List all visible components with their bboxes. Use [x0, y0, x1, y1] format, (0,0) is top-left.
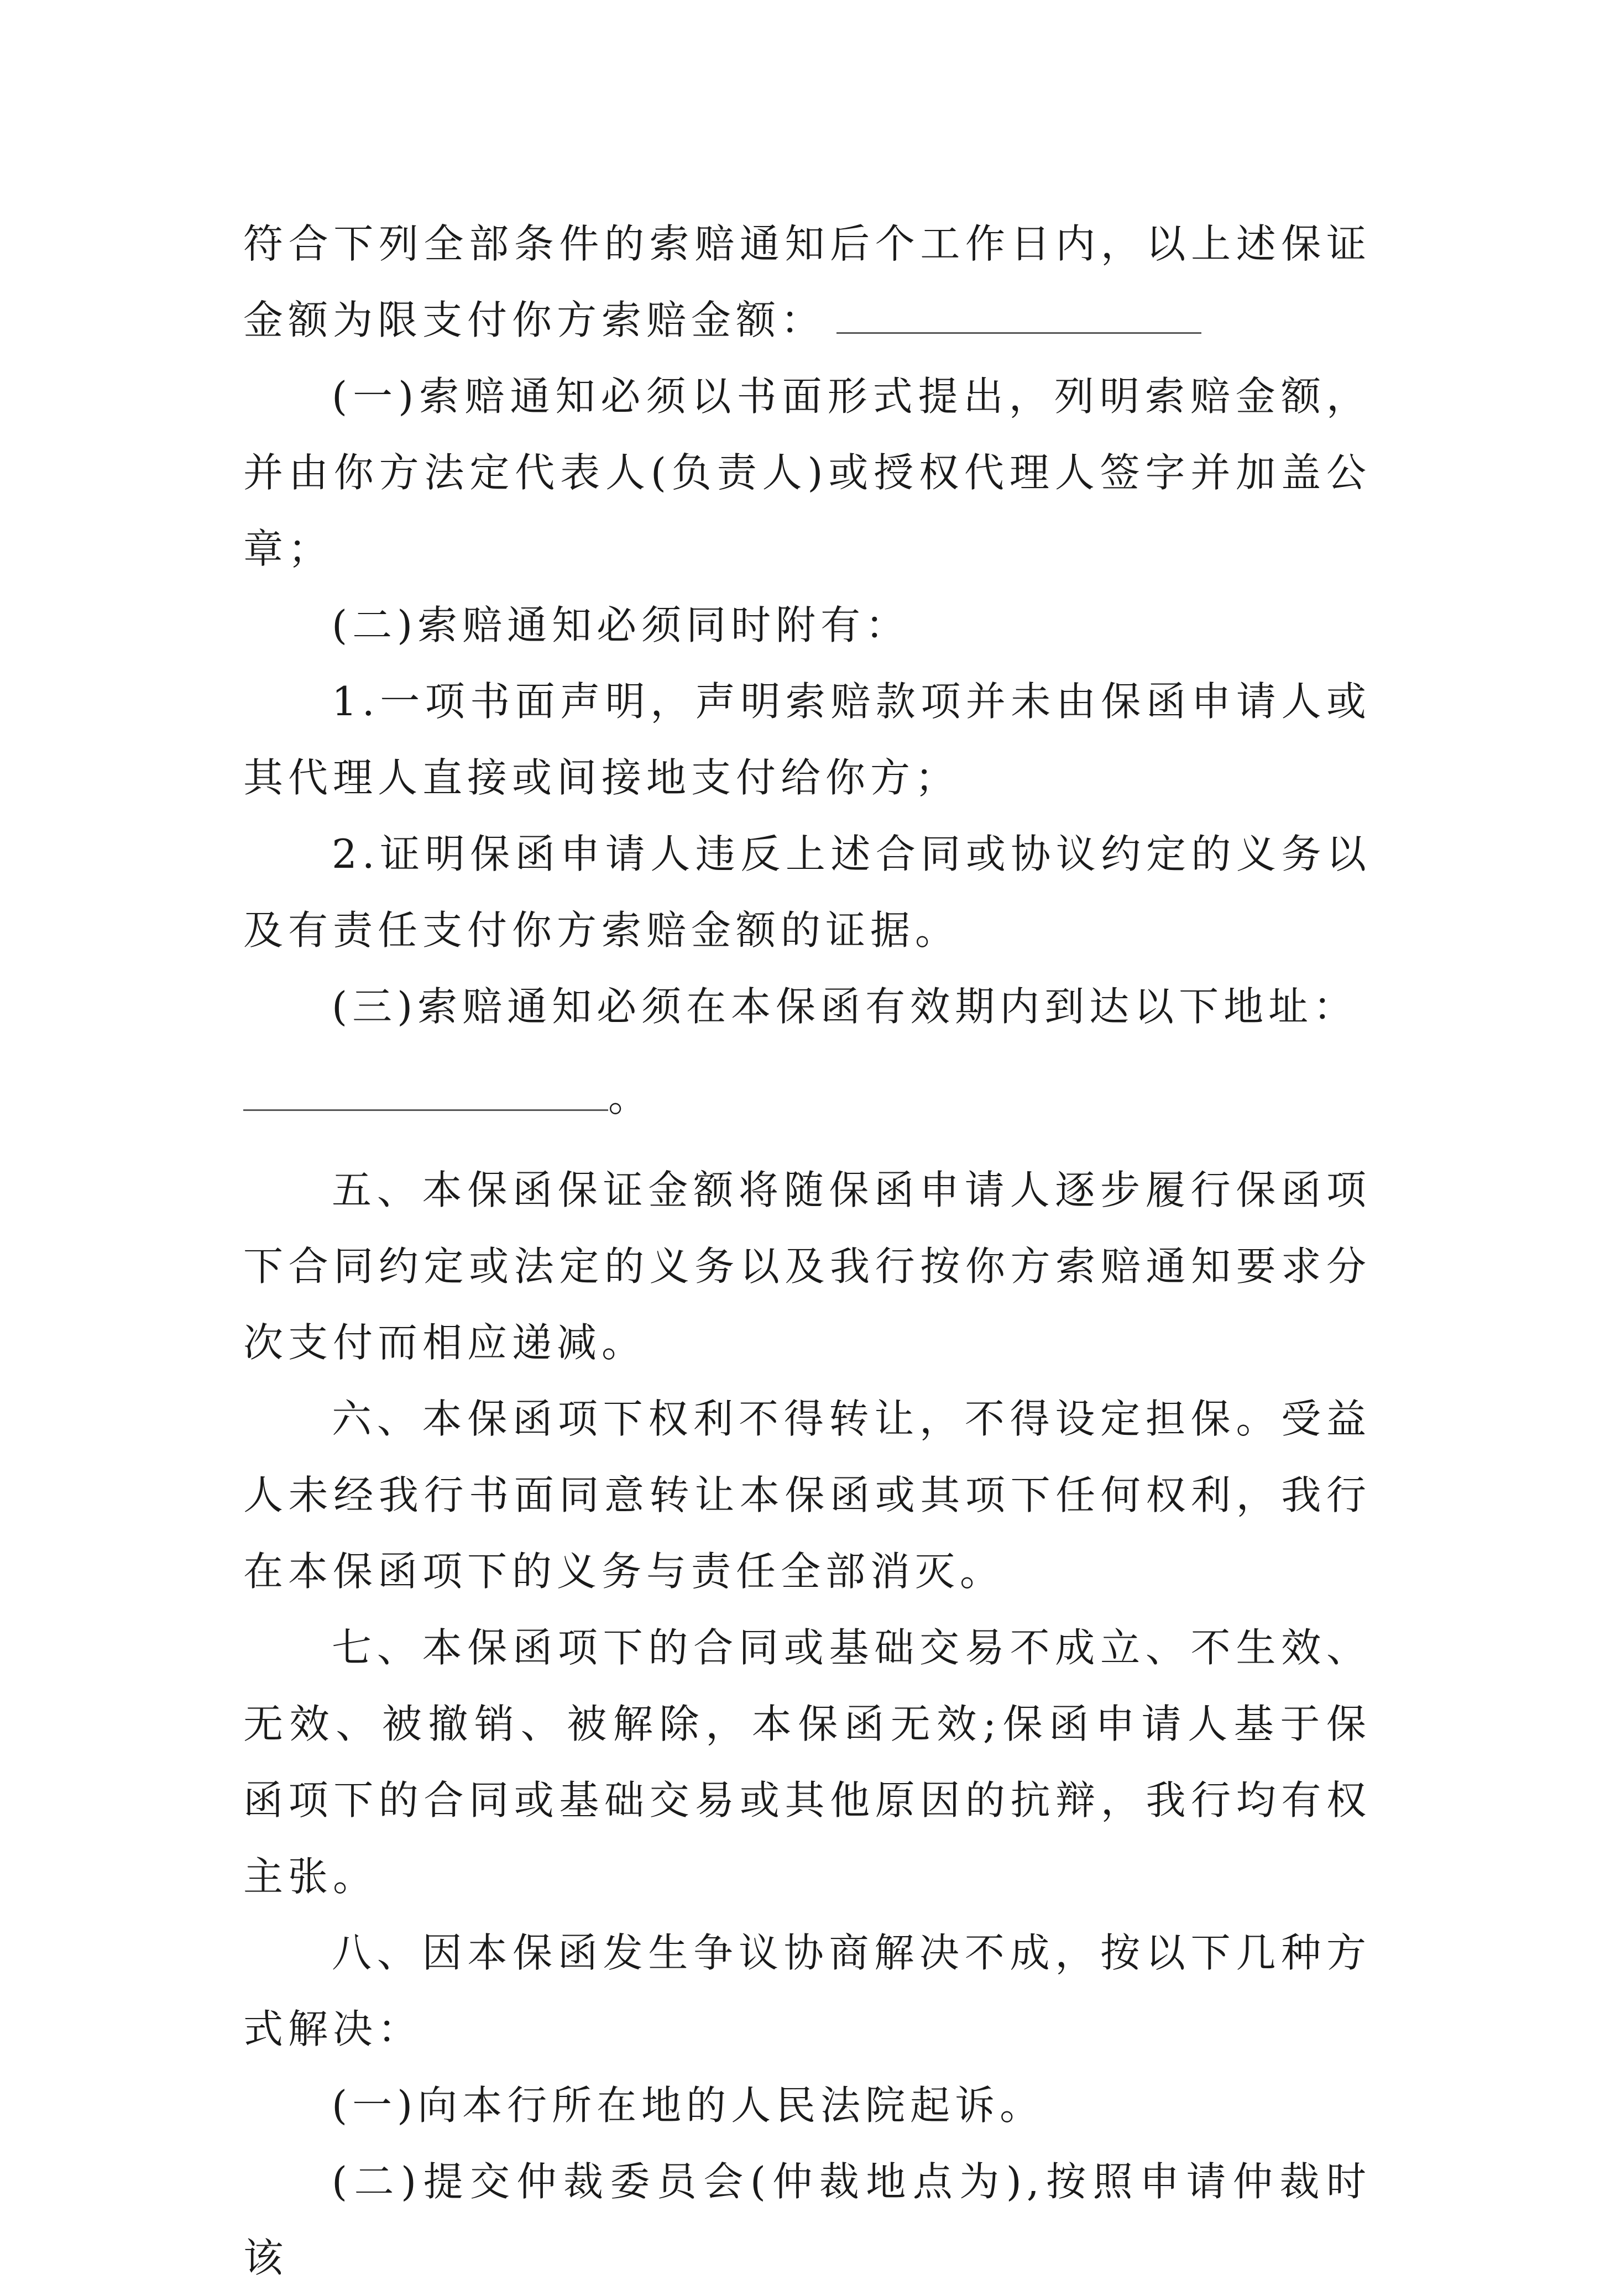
- address-blank: [243, 1073, 608, 1111]
- paragraph-condition-3: (三)索赔通知必须在本保函有效期内到达以下地址：: [332, 983, 1358, 1030]
- paragraph-section-8: 八、因本保函发生争议协商解决不成，按以下几种方式解决：: [243, 1930, 1371, 2052]
- document-page: [243, 206, 1371, 2296]
- paragraph-dispute-option-1: (一)向本行所在地的人民法院起诉。: [332, 2082, 1045, 2129]
- paragraph-condition-2: (二)索赔通知必须同时附有：: [332, 602, 911, 648]
- paragraph-section-7: 七、本保函项下的合同或基础交易不成立、不生效、无效、被撤销、被解除，本保函无效;保函申请人基于保函项下的合同或基础交易或其他原因的抗辩，我行均有权主张。: [243, 1624, 1371, 1900]
- paragraph-item-1: 1.一项书面声明，声明索赔款项并未由保函申请人或其代理人直接或间接地支付给你方；: [243, 678, 1371, 801]
- paragraph-text: 符合下列全部条件的索赔通知后个工作日内，以上述保证金额为限支付你方索赔金额：: [243, 221, 1371, 343]
- paragraph-condition-1: (一)索赔通知必须以书面形式提出，列明索赔金额，并由你方法定代表人(负责人)或授权代理人签字并加盖公章；: [243, 373, 1371, 572]
- paragraph-address: [243, 1059, 1371, 1135]
- address-period: 。: [608, 1074, 649, 1120]
- paragraph-item-2: 2.证明保函申请人违反上述合同或协议约定的义务以及有责任支付你方索赔金额的证据。: [243, 831, 1371, 953]
- paragraph-claim-payment: [243, 206, 1371, 358]
- paragraph-section-5: 五、本保函保证金额将随保函申请人逐步履行保函项下合同约定或法定的义务以及我行按你方索赔通知要求分次支付而相应递减。: [243, 1167, 1371, 1366]
- paragraph-dispute-option-2: (二)提交仲裁委员会(仲裁地点为),按照申请仲裁时该: [243, 2158, 1371, 2281]
- claim-amount-blank: [836, 296, 1201, 334]
- paragraph-section-6: 六、本保函项下权利不得转让，不得设定担保。受益人未经我行书面同意转让本保函或其项下任何权利，我行在本保函项下的义务与责任全部消灭。: [243, 1396, 1371, 1595]
